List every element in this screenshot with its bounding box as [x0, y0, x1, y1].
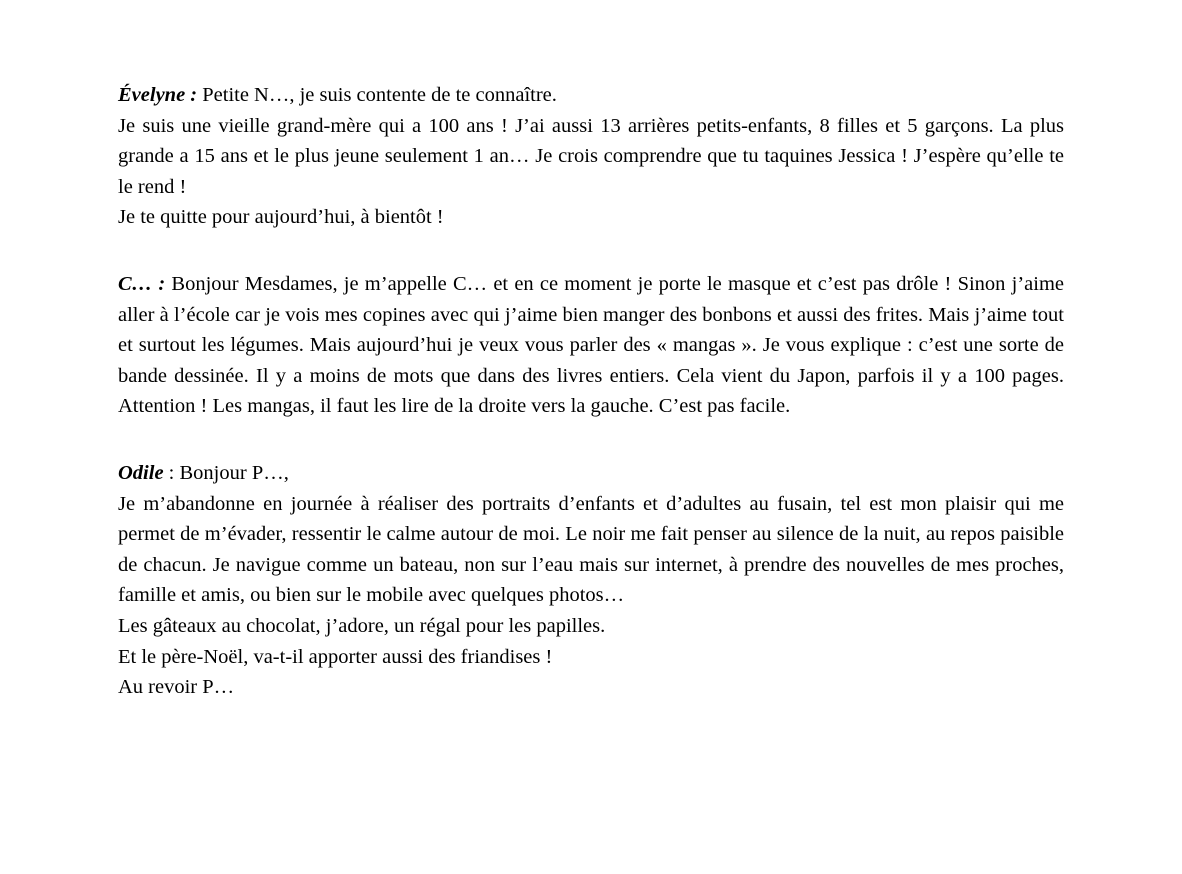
- letter-block-c: [118, 269, 1064, 422]
- paragraph: [118, 80, 1064, 111]
- speaker-label: Odile: [118, 461, 164, 484]
- paragraph: Je m’abandonne en journée à réaliser des portraits d’enfants et d’adultes au fusain, tel est mon plaisir qui me permet de m’évader, ressentir le calme autour de moi. Le noir me fait penser au silence de la nuit, au repos paisible de chacun. Je navigue comme un bateau, non sur l’eau mais sur internet, à prendre des nouvelles de mes proches, famille et amis, ou bien sur le mobile avec quelques photos…: [118, 492, 1064, 607]
- paragraph: Au revoir P…: [118, 676, 235, 699]
- speaker-label: C… :: [118, 272, 166, 295]
- paragraph-text: Bonjour Mesdames, je m’appelle C… et en ce moment je porte le masque et c’est pas drôle ! Sinon j’aime aller à l’école car je vois mes copines avec qui j’aime bien manger des bonbons et aussi des frites. Mais j’aime tout et surtout les légumes. Mais aujourd’hui je veux vous parler des « mangas ». Je vous explique : c’est une sorte de bande dessinée. Il y a moins de mots que dans des livres entiers. Cela vient du Japon, parfois il y a 100 pages. Attention ! Les mangas, il faut les lire de la droite vers la gauche. C’est pas facile.: [118, 272, 1064, 418]
- paragraph: [118, 458, 1064, 489]
- speaker-label: Évelyne :: [118, 84, 198, 106]
- letter-block-odile: [118, 458, 1064, 703]
- paragraph: [118, 269, 1064, 422]
- letter-block-evelyne: [118, 80, 1064, 233]
- paragraph: Je suis une vieille grand-mère qui a 100 ans ! J’ai aussi 13 arrières petits-enfants, 8 filles et 5 garçons. La plus grande a 15 ans et le plus jeune seulement 1 an… Je crois comprendre que tu taquines Jessica ! J’espère qu’elle te le rend !: [118, 114, 1064, 198]
- paragraph: Les gâteaux au chocolat, j’adore, un régal pour les papilles.: [118, 614, 606, 637]
- paragraph-text: : Bonjour P…,: [163, 461, 289, 484]
- paragraph: Je te quitte pour aujourd’hui, à bientôt !: [118, 206, 444, 229]
- document-text-body: [118, 80, 1064, 703]
- paragraph: Et le père-Noël, va-t-il apporter aussi des friandises !: [118, 645, 553, 668]
- paragraph-text: Petite N…, je suis contente de te connaître.: [197, 84, 557, 106]
